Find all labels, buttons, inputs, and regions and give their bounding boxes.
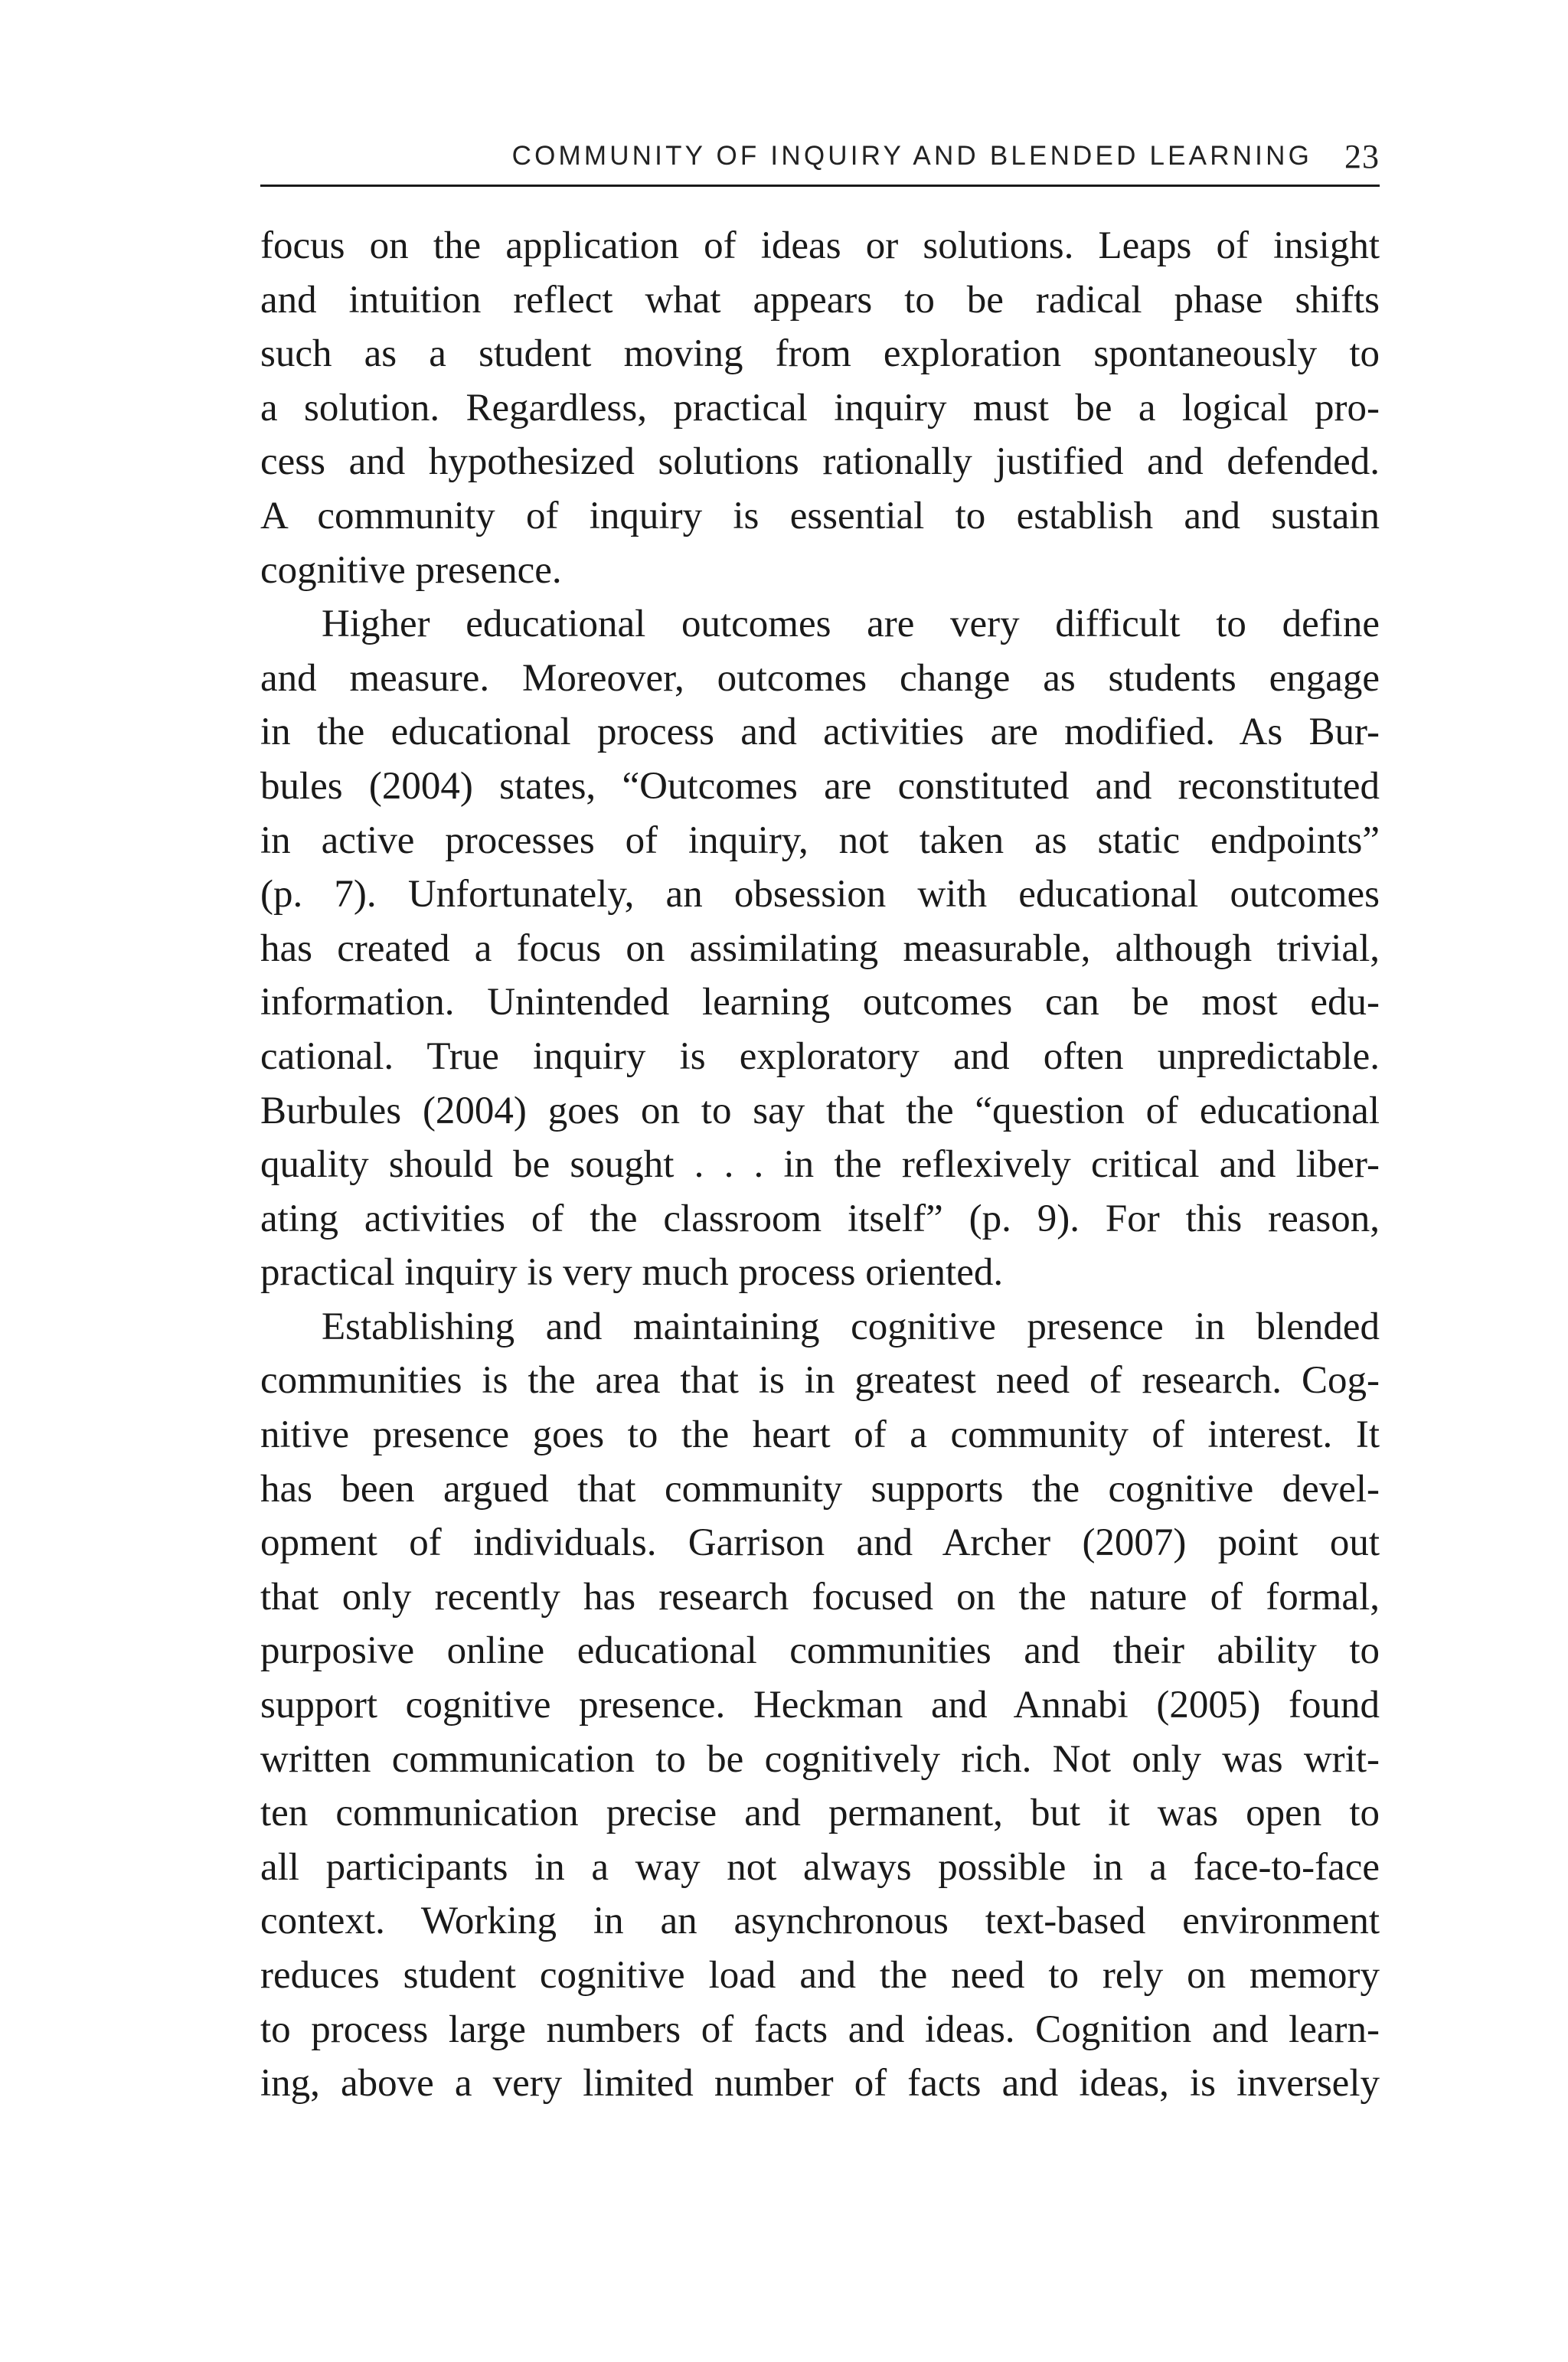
text-line: bules (2004) states, “Outcomes are constituted and reconstituted <box>260 764 1380 808</box>
header-rule <box>260 185 1380 187</box>
text-line: practical inquiry is very much process oriented. <box>260 1251 1004 1295</box>
text-line: a solution. Regardless, practical inquiry must be a logical pro- <box>260 386 1380 430</box>
text-line: Higher educational outcomes are very difficult to define <box>322 603 1380 646</box>
page-number: 23 <box>1344 137 1380 175</box>
text-line: reduces student cognitive load and the need to rely on memory <box>260 1954 1380 1997</box>
text-line: support cognitive presence. Heckman and Annabi (2005) found <box>260 1684 1380 1727</box>
text-line: all participants in a way not always possible in a face-to-face <box>260 1845 1380 1889</box>
text-line: quality should be sought . . . in the reflexively critical and liber- <box>260 1143 1380 1187</box>
text-line: ating activities of the classroom itself” (p. 9). For this reason, <box>260 1197 1380 1240</box>
text-line: Burbules (2004) goes on to say that the “question of educational <box>260 1089 1380 1132</box>
text-line: has been argued that community supports the cognitive devel- <box>260 1467 1380 1511</box>
text-line: such as a student moving from exploration spontaneously to <box>260 332 1380 376</box>
text-line: cess and hypothesized solutions rationally justified and defended. <box>260 440 1380 484</box>
text-line: and intuition reflect what appears to be radical phase shifts <box>260 278 1380 322</box>
text-line: to process large numbers of facts and ideas. Cognition and learn- <box>260 2008 1380 2051</box>
text-line: nitive presence goes to the heart of a community of interest. It <box>260 1413 1380 1457</box>
text-line: purposive online educational communities and their ability to <box>260 1629 1380 1673</box>
text-line: communities is the area that is in greatest need of research. Cog- <box>260 1359 1380 1403</box>
text-line: written communication to be cognitively rich. Not only was writ- <box>260 1737 1380 1781</box>
text-line: opment of individuals. Garrison and Archer (2007) point out <box>260 1521 1380 1565</box>
text-line: in active processes of inquiry, not taken as static endpoints” <box>260 818 1380 862</box>
text-line: ing, above a very limited number of facts and ideas, is inversely <box>260 2062 1380 2106</box>
text-line: that only recently has research focused on the nature of formal, <box>260 1575 1380 1619</box>
text-line: A community of inquiry is essential to establish and sustain <box>260 494 1380 537</box>
text-line: cational. True inquiry is exploratory and often unpredictable. <box>260 1034 1380 1078</box>
text-line: Establishing and maintaining cognitive presence in blended <box>322 1305 1380 1348</box>
text-line: (p. 7). Unfortunately, an obsession with educational outcomes <box>260 873 1380 916</box>
text-line: context. Working in an asynchronous text-based environment <box>260 1900 1380 1943</box>
body-text <box>260 219 1380 2111</box>
text-line: cognitive presence. <box>260 548 562 592</box>
text-line: has created a focus on assimilating measurable, although trivial, <box>260 926 1380 970</box>
running-head <box>260 129 1380 184</box>
text-line: in the educational process and activities are modified. As Bur- <box>260 711 1380 754</box>
text-line: and measure. Moreover, outcomes change as students engage <box>260 656 1380 700</box>
text-line: information. Unintended learning outcomes can be most edu- <box>260 981 1380 1024</box>
running-title: COMMUNITY OF INQUIRY AND BLENDED LEARNING <box>511 141 1312 171</box>
text-line: ten communication precise and permanent, but it was open to <box>260 1792 1380 1835</box>
text-line: focus on the application of ideas or solutions. Leaps of insight <box>260 224 1380 267</box>
